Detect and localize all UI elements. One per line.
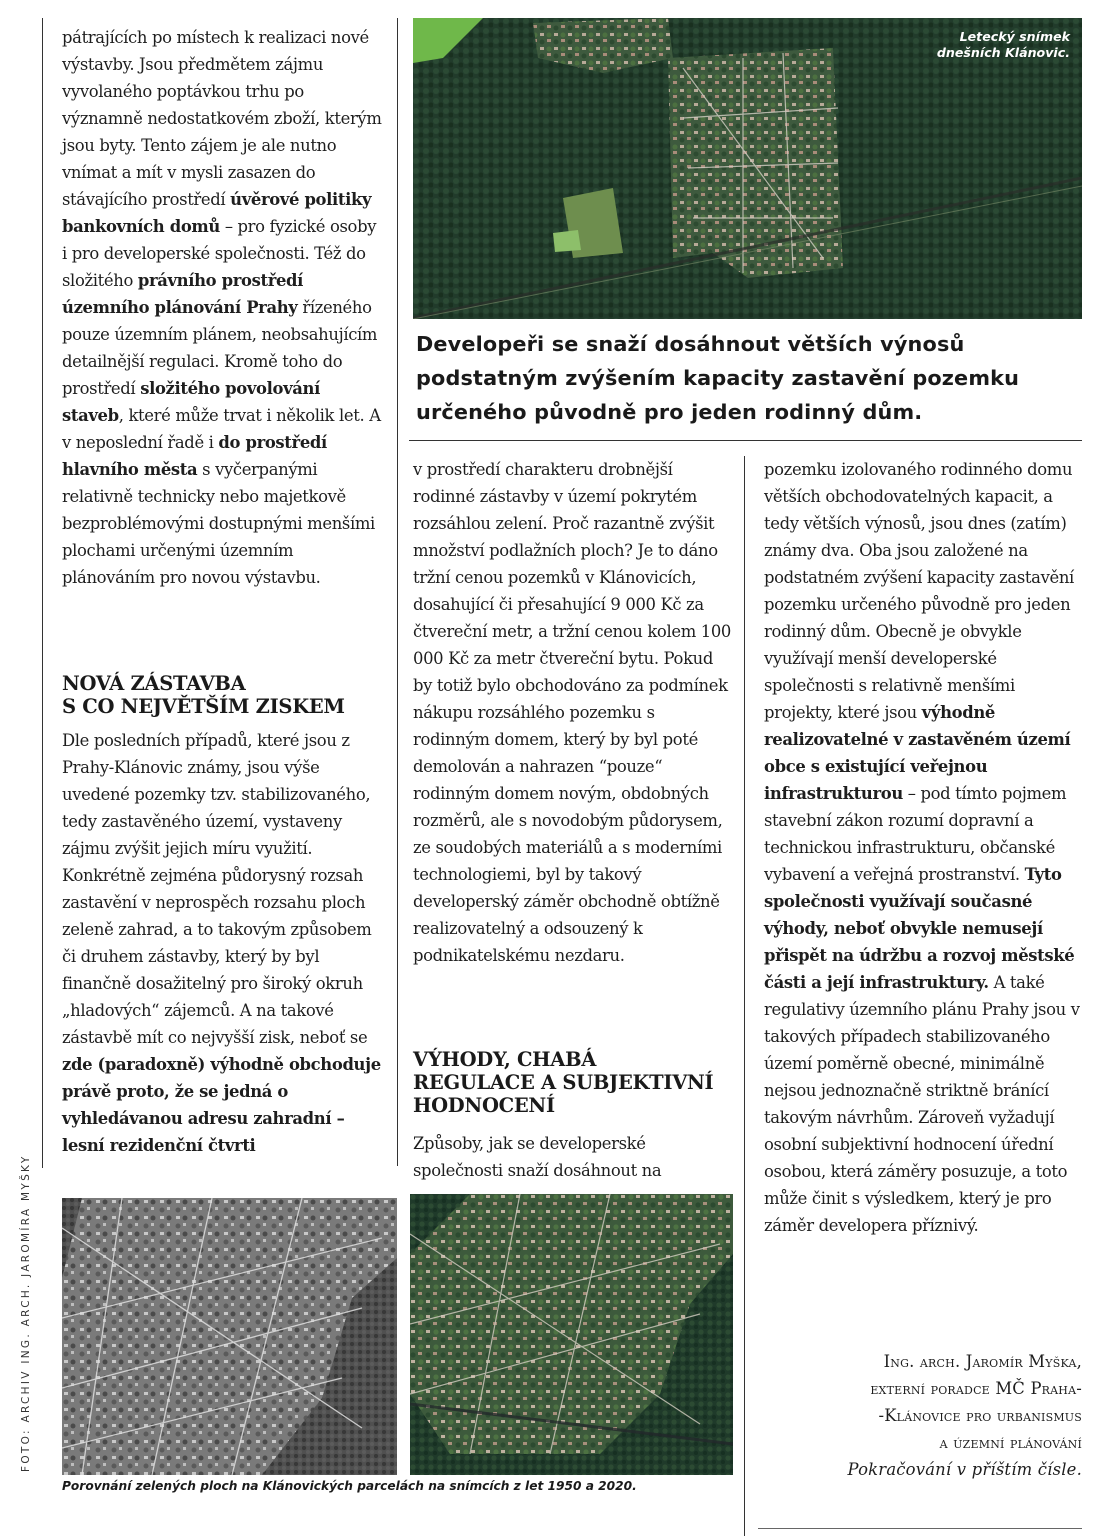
paragraph xyxy=(413,456,735,969)
aerial-photo-1950 xyxy=(62,1198,397,1475)
paragraph xyxy=(413,1130,713,1184)
section-heading-nova-zastavba xyxy=(62,672,392,718)
bold-run: úvěrové politiky bankovních domů xyxy=(62,190,372,236)
photo-credit: FOTO: ARCHIV ING. ARCH. JAROMÍRA MYŠKY xyxy=(20,1154,32,1472)
continued-note: Pokračování v příštím čísle. xyxy=(847,1460,1082,1479)
aerial-photo-2020-detail xyxy=(410,1194,733,1475)
column-divider xyxy=(744,456,745,1536)
text-run: řízeného pouze územním plánem, neobsahujícím detailnější regulaci. Kromě toho do prostředí xyxy=(62,298,378,398)
text-run: Způsoby, jak se developerské společnosti snaží dosáhnout na xyxy=(413,1134,662,1180)
signature-line: externí poradce MČ Praha- xyxy=(870,1379,1082,1398)
heading-line: S CO NEJVĚTŠÍM ZISKEM xyxy=(62,695,345,718)
heading-line: VÝHODY, CHABÁ xyxy=(413,1048,597,1071)
column-3-paragraph-1 xyxy=(764,456,1086,1239)
section-heading-vyhody xyxy=(413,1048,743,1117)
bold-run: do prostředí hlavního města xyxy=(62,433,327,479)
text-run: pozemku izolovaného rodinného domu větších obchodovatelných kapacit, a tedy větších výnosů, jsou dnes (zatím) známy dva. Oba jsou založené na podstatném zvýšení kapacity zastavění pozemku určeného původně pro jeden rodinný dům. Obecně je obvykle využívají menší developerské společnosti s relativně menšími projekty, které jsou xyxy=(764,460,1074,722)
text-run: , které může trvat i několik let. A v neposlední řadě i xyxy=(62,406,381,452)
photo-comparison-caption: Porovnání zelených ploch na Klánovických parcelách na snímcích z let 1950 a 2020. xyxy=(62,1479,637,1493)
footer-rule xyxy=(758,1528,1082,1529)
heading-line: REGULACE A SUBJEKTIVNÍ xyxy=(413,1071,714,1094)
photo-caption-line: Letecký snímek xyxy=(959,29,1070,44)
bold-run: právního prostředí územního plánování Prahy xyxy=(62,271,304,317)
photo-caption xyxy=(937,29,1070,61)
bold-run: složitého povolování staveb xyxy=(62,379,320,425)
paragraph xyxy=(764,456,1086,1239)
aerial-photo-2020 xyxy=(413,18,1082,319)
heading-line: HODNOCENÍ xyxy=(413,1094,555,1117)
text-run: – pod tímto pojmem stavební zákon rozumí dopravní a technickou infrastrukturu, občanské vybavení a veřejná prostranství. xyxy=(764,784,1067,884)
heading-line: NOVÁ ZÁSTAVBA xyxy=(62,672,246,695)
pull-quote: Developeři se snaží dosáhnout větších výnosů podstatným zvýšením kapacity zastavění pozemku určeného původně pro jeden rodinný dům. xyxy=(416,332,1020,424)
bold-run: výhodně realizovatelné v zastavěném území obce s existující veřejnou infrastrukturou xyxy=(764,703,1071,803)
text-run: s vyčerpanými relativně technicky nebo majetkově bezproblémovými dostupnými menšími plochami určenými územním plánováním pro novou výstavbu. xyxy=(62,460,375,587)
aerial-photo-2020-image xyxy=(413,18,1082,319)
column-2-paragraph-1 xyxy=(413,456,735,969)
text-run: A také regulativy územního plánu Prahy jsou v takových případech stabilizovaného území poměrně obecné, minimálně nejsou jednoznačně striktně bránící takovým návrhům. Zároveň vyžadují osobní subjektivní hodnocení úřední osobou, která záměry posuzuje, a toto může činit s výsledkem, který je pro záměr developera příznivý. xyxy=(764,973,1080,1235)
pull-quote-rule xyxy=(409,440,1082,441)
signature-line: Ing. arch. Jaromír Myška, xyxy=(883,1352,1082,1371)
text-run: v prostředí charakteru drobnější rodinné zástavby v území pokrytém rozsáhlou zelení. Proč razantně zvýšit množství podlažních ploch? Je to dáno tržní cenou pozemků v Klánovicích, dosahující či přesahující 9 000 Kč za čtvereční metr, a tržní cenou kolem 100 000 Kč za metr čtvereční bytu. Pokud by totiž bylo obchodováno za podmínek nákupu rozsáhlého pozemku s rodinným domem, který by byl poté demolován a nahrazen “pouze“ rodinným domem novým, obdobných rozměrů, ale s novodobým půdorysem, ze soudobých materiálů a s moderními technologiemi, byl by takový developerský záměr obchodně obtížně realizovatelný a odsouzený k podnikatelskému nezdaru. xyxy=(413,460,731,965)
author-signature xyxy=(762,1348,1082,1483)
column-2-paragraph-2 xyxy=(413,1130,713,1184)
text-run: Dle posledních případů, které jsou z Prahy-Klánovic známy, jsou výše uvedené pozemky tzv. stabilizovaného, tedy zastavěného území, vystaveny zájmu zvýšit jejich míru využití. Konkrétně zejména půdorysný rozsah zastavění v neprospěch rozsahu ploch zeleně zahrad, a to takovým způsobem či druhem zástavby, který by byl finančně dosažitelný pro široký okruh „hladových“ zájemců. A na takové zástavbě mít co nejvyšší zisk, neboť se xyxy=(62,731,372,1047)
paragraph xyxy=(62,727,384,1159)
photo-caption-line: dnešních Klánovic. xyxy=(936,45,1070,60)
text-run: – pro fyzické osoby i pro developerské společnosti. Též do složitého xyxy=(62,217,377,290)
text-run: pátrajících po místech k realizaci nové výstavby. Jsou předmětem zájmu vyvolaného poptávkou trhu po významně nedostatkovém zboží, kterým jsou byty. Tento zájem je ale nutno vnímat a mít v mysli zasazen do stávajícího prostředí xyxy=(62,28,382,209)
signature-line: -Klánovice pro urbanismus xyxy=(878,1406,1082,1425)
column-1-paragraph-2 xyxy=(62,727,384,1159)
column-divider xyxy=(397,18,398,1166)
bold-run: Tyto společnosti využívají současné výhody, neboť obvykle nemusejí přispět na údržbu a rozvoj městské části a její infrastruktury. xyxy=(764,865,1075,992)
signature-line: a územní plánování xyxy=(939,1433,1082,1452)
paragraph xyxy=(62,24,384,591)
column-1-paragraph-1 xyxy=(62,24,384,591)
bold-run: zde (paradoxně) výhodně obchoduje právě proto, že se jedná o vyhledávanou adresu zahradní – lesní rezidenční čtvrti xyxy=(62,1055,381,1155)
page-margin-rule xyxy=(42,18,43,1168)
